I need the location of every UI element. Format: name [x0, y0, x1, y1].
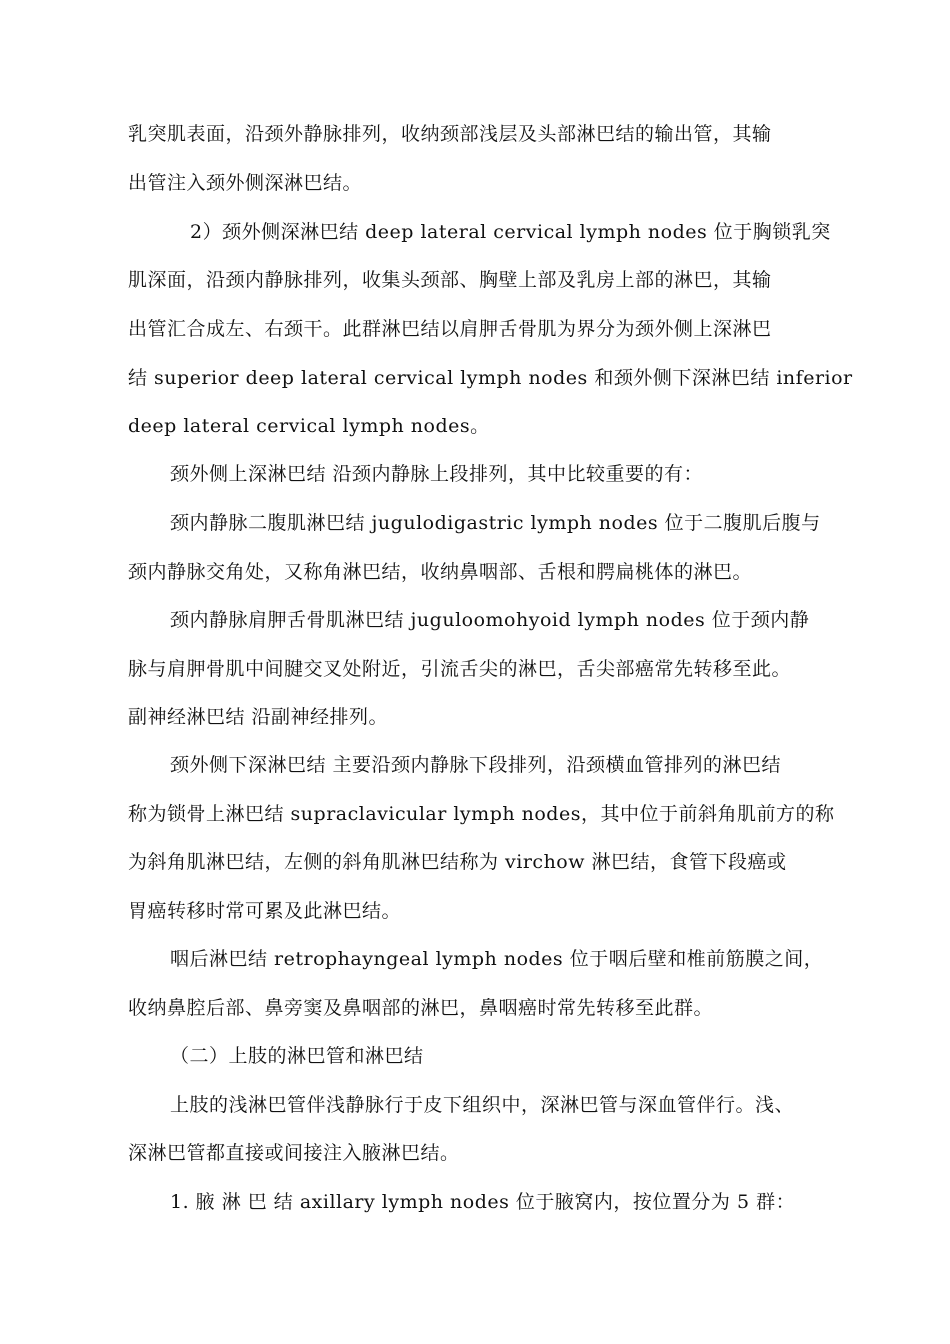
text-line: 出管汇合成左、右颈干。此群淋巴结以肩胛舌骨肌为界分为颈外侧上深淋巴	[128, 318, 772, 340]
text-line: 脉与肩胛骨肌中间腱交叉处附近，引流舌尖的淋巴，舌尖部癌常先转移至此。	[128, 658, 792, 680]
text-line: 颈外侧上深淋巴结 沿颈内静脉上段排列，其中比较重要的有：	[170, 463, 704, 485]
text-line: 称为锁骨上淋巴结 supraclavicular lymph nodes，其中位于前斜角肌前方的称	[128, 803, 835, 825]
text-line: 颈内静脉二腹肌淋巴结 jugulodigastric lymph nodes 位于二腹肌后腹与	[170, 512, 821, 534]
text-line: 颈内静脉肩胛舌骨肌淋巴结 juguloomohyoid lymph nodes 位于颈内静	[170, 609, 810, 631]
text-line: 副神经淋巴结 沿副神经排列。	[128, 706, 389, 728]
text-line: 收纳鼻腔后部、鼻旁窦及鼻咽部的淋巴，鼻咽癌时常先转移至此群。	[128, 997, 714, 1019]
text-line: 深淋巴管都直接或间接注入腋淋巴结。	[128, 1142, 460, 1164]
text-line: 颈内静脉交角处，又称角淋巴结，收纳鼻咽部、舌根和腭扁桃体的淋巴。	[128, 561, 753, 583]
section-heading: （二）上肢的淋巴管和淋巴结	[170, 1045, 424, 1067]
text-line: 上肢的浅淋巴管伴浅静脉行于皮下组织中，深淋巴管与深血管伴行。浅、	[170, 1094, 795, 1116]
text-line: 2）颈外侧深淋巴结 deep lateral cervical lymph nodes 位于胸锁乳突	[190, 221, 831, 243]
text-line: 结 superior deep lateral cervical lymph nodes 和颈外侧下深淋巴结 inferior	[128, 367, 853, 389]
text-line: 咽后淋巴结 retrophayngeal lymph nodes 位于咽后壁和椎前筋膜之间，	[170, 948, 824, 970]
text-line: deep lateral cervical lymph nodes。	[128, 415, 490, 437]
text-line: 胃癌转移时常可累及此淋巴结。	[128, 900, 402, 922]
text-line: 乳突肌表面，沿颈外静脉排列，收纳颈部浅层及头部淋巴结的输出管，其输	[128, 123, 772, 145]
text-line: 出管注入颈外侧深淋巴结。	[128, 172, 363, 194]
text-line: 颈外侧下深淋巴结 主要沿颈内静脉下段排列，沿颈横血管排列的淋巴结	[170, 754, 782, 776]
text-line: 1. 腋 淋 巴 结 axillary lymph nodes 位于腋窝内，按位置分为 5 群：	[170, 1191, 796, 1213]
text-line: 肌深面，沿颈内静脉排列，收集头颈部、胸壁上部及乳房上部的淋巴，其输	[128, 269, 772, 291]
text-line: 为斜角肌淋巴结，左侧的斜角肌淋巴结称为 virchow 淋巴结，食管下段癌或	[128, 851, 787, 873]
